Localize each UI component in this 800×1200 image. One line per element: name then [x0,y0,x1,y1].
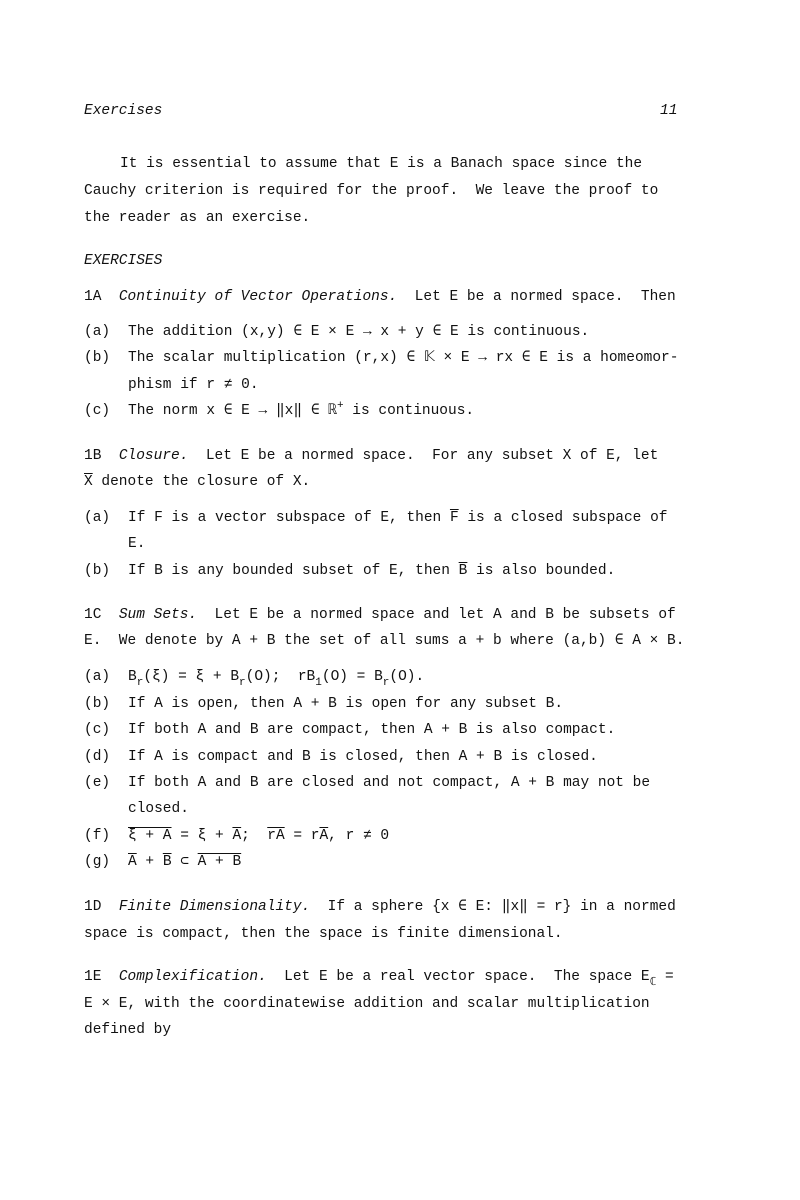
math-text: = r [284,828,320,844]
exercise-lead: Let E be a normed space. For any subset X of E, let [205,448,659,464]
exercise-1e-line-3: defined by [84,1022,172,1038]
item-label: (g) [84,854,111,870]
math-text: ; [241,828,268,844]
math-text: + [136,854,163,870]
text: = [656,969,674,985]
math-text: (O); rB [245,669,316,685]
math-text: = ξ + [171,828,233,844]
exercise-1e-line-2: E × E, with the coordinatewise addition and scalar multiplication [84,996,650,1012]
exercise-1a-heading [84,288,676,306]
item-text: If A is compact and B is closed, then A + B is closed. [128,749,598,765]
exercise-lead: Let E be a real vector space. The space E [284,969,650,985]
math-text: B [128,669,137,685]
item-label: (b) [84,350,111,366]
item-label: (c) [84,722,111,738]
item-text: If both A and B are compact, then A + B is also compact. [128,722,616,738]
exercise-1d-heading [84,898,676,916]
item-label: (f) [84,828,111,844]
superscript: + [336,400,344,412]
page-number: 11 [660,103,678,119]
exercise-1d-line-2: space is compact, then the space is finite dimensional. [84,926,563,942]
exercise-title: Continuity of Vector Operations. [118,289,398,305]
subscript: r [136,677,144,689]
subscript: r [239,677,246,689]
subscript: r [382,677,390,689]
math-text: ⊂ [171,854,198,870]
closure-symbol: ξ + A [128,828,172,844]
exercise-lead: Let E be a normed space and let A and B be subsets of [214,607,676,623]
text: If F is a vector subspace of E, then [128,510,450,526]
closure-symbol: $\overline{A}$ [232,828,242,844]
exercise-title: Finite Dimensionality. [118,899,311,915]
exercise-number: 1E [84,969,102,985]
exercise-lead: If a sphere {x ∈ E: ‖x‖ = r} in a normed [327,899,676,915]
item-text [128,827,389,845]
item-text [128,562,615,580]
closure-symbol: $\overline{F}$ [449,510,459,526]
exercise-title: Complexification. [118,969,267,985]
closure-symbol: $\overline{A}$ [128,854,137,870]
item-label: (a) [84,510,111,526]
closure-symbol: A + B [197,854,242,870]
intro-line-1: It is essential to assume that E is a Banach space since the [120,156,643,172]
item-text [128,402,474,420]
item-text-continued: phism if r ≠ 0. [128,377,259,393]
item-label: (c) [84,403,111,419]
closure-symbol: $\overline{rA}$ [267,828,285,844]
item-label: (e) [84,775,111,791]
text: is a closed subspace of [458,510,668,526]
item-text [128,668,425,689]
exercise-number: 1D [84,899,102,915]
item-label: (a) [84,669,111,685]
math-text: (O) = B [321,669,383,685]
exercise-1c-heading [84,606,676,624]
item-text-continued: closed. [128,801,189,817]
item-text: The addition (x,y) ∈ E × E → x + y ∈ E is continuous. [128,324,590,340]
closure-symbol: $\overline{B}$ [162,854,172,870]
text: is also bounded. [467,563,616,579]
exercise-1c-line-2: E. We denote by A + B the set of all sums a + b where (a,b) ∈ A × B. [84,633,685,649]
intro-line-3: the reader as an exercise. [84,210,311,226]
exercise-1e-heading [84,968,674,989]
exercise-title: Sum Sets. [118,607,198,623]
math-text: is continuous. [343,403,475,419]
exercise-number: 1A [84,289,102,305]
exercise-lead: Let E be a normed space. Then [414,289,676,305]
exercise-number: 1B [84,448,102,464]
item-label: (b) [84,563,111,579]
item-text [128,509,668,527]
exercise-title: Closure. [118,448,189,464]
item-text-continued: E. [128,536,146,552]
closure-symbol: $\overline{A}$ [319,828,329,844]
closure-symbol: $\overline{X}$ [84,474,93,490]
section-title: EXERCISES [84,253,163,269]
exercise-1b-heading [84,447,658,465]
item-label: (b) [84,696,111,712]
text: denote the closure of X. [92,474,311,490]
item-text [128,853,241,871]
text: If B is any bounded subset of E, then [128,563,459,579]
math-text: (ξ) = ξ + B [143,669,240,685]
item-label: (a) [84,324,111,340]
item-text: If A is open, then A + B is open for any subset B. [128,696,564,712]
subscript: ℂ [649,977,657,989]
math-text: , r ≠ 0 [328,828,390,844]
running-head: Exercises [84,103,163,119]
exercise-number: 1C [84,607,102,623]
math-text: (O). [389,669,425,685]
closure-symbol: $\overline{B}$ [458,563,468,579]
math-text: The norm x ∈ E → ‖x‖ ∈ ℝ [128,403,337,419]
intro-line-2: Cauchy criterion is required for the proof. We leave the proof to [84,183,659,199]
exercise-1b-line-2 [84,473,310,491]
item-label: (d) [84,749,111,765]
item-text: The scalar multiplication (r,x) ∈ 𝕂 × E → rx ∈ E is a homeomor- [128,350,679,366]
subscript: 1 [315,677,322,689]
item-text: If both A and B are closed and not compact, A + B may not be [128,775,651,791]
